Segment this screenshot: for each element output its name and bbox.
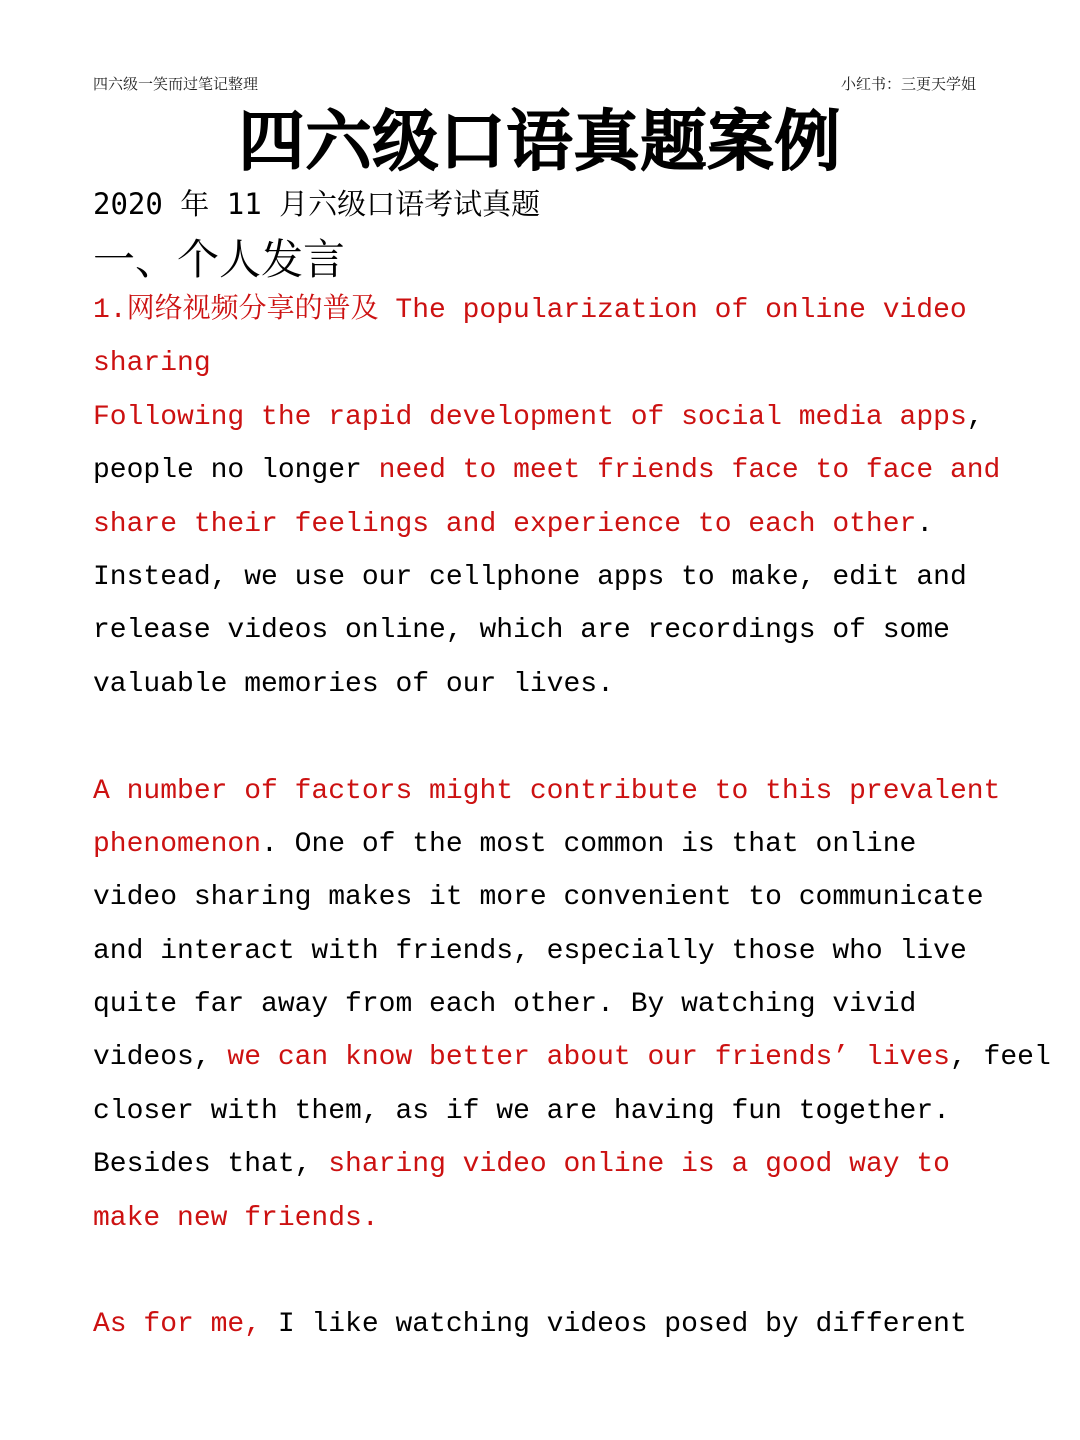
- section-heading: 一、个人发言: [93, 235, 346, 284]
- body-line: [93, 1138, 993, 1191]
- highlight-phrase: phenomenon: [93, 828, 262, 860]
- topic-line-cont: sharing: [93, 348, 211, 380]
- paragraph-gap: [93, 1245, 993, 1298]
- body-line: A number of factors might contribute to this prevalent: [93, 775, 1001, 807]
- plain-text: I like watching videos posed by different: [261, 1309, 967, 1341]
- plain-text: , feel: [949, 1042, 1051, 1074]
- body-line: Instead, we use our cellphone apps to make, edit and: [93, 561, 967, 593]
- plain-text: videos,: [93, 1042, 228, 1074]
- header-right-note: 小红书：三更天学姐: [840, 75, 976, 93]
- highlight-phrase: As for me,: [93, 1309, 262, 1341]
- body-line: [93, 818, 993, 871]
- highlight-phrase: sharing video online is a good way to: [328, 1149, 950, 1181]
- plain-text: people no longer: [93, 455, 379, 487]
- essay-body: [93, 284, 1051, 1352]
- body-line: make new friends.: [93, 1202, 379, 1234]
- body-line: [93, 391, 993, 444]
- page-title: 四六级口语真题案例: [238, 103, 842, 180]
- topic-line: 1.网络视频分享的普及 The popularization of online video: [93, 295, 967, 326]
- body-line: and interact with friends, especially those who live: [93, 935, 967, 967]
- body-line: [93, 444, 1001, 497]
- plain-text: . One of the most common is that online: [261, 828, 917, 860]
- body-line: closer with them, as if we are having fun together.: [93, 1095, 950, 1127]
- highlight-phrase: share their feelings and experience to each other: [93, 508, 917, 540]
- highlight-phrase: Following the rapid development of social media apps: [93, 401, 967, 433]
- exam-subtitle: 2020 年 11 月六级口语考试真题: [93, 187, 541, 221]
- plain-text: Besides that,: [93, 1149, 329, 1181]
- paragraph-gap: [93, 711, 993, 764]
- body-line: release videos online, which are recordings of some: [93, 615, 950, 647]
- highlight-phrase: we can know better about our friends’ lives: [227, 1042, 950, 1074]
- body-line: [93, 1298, 993, 1351]
- body-line: valuable memories of our lives.: [93, 668, 614, 700]
- header-left-note: 四六级一笑而过笔记整理: [93, 75, 259, 93]
- highlight-phrase: need to meet friends face to face and: [378, 455, 1001, 487]
- body-line: [93, 1031, 1051, 1084]
- plain-text: .: [916, 508, 934, 540]
- body-line: video sharing makes it more convenient to communicate: [93, 882, 984, 914]
- body-line: [93, 498, 993, 551]
- body-line: quite far away from each other. By watching vivid: [93, 989, 917, 1021]
- plain-text: ,: [966, 401, 984, 433]
